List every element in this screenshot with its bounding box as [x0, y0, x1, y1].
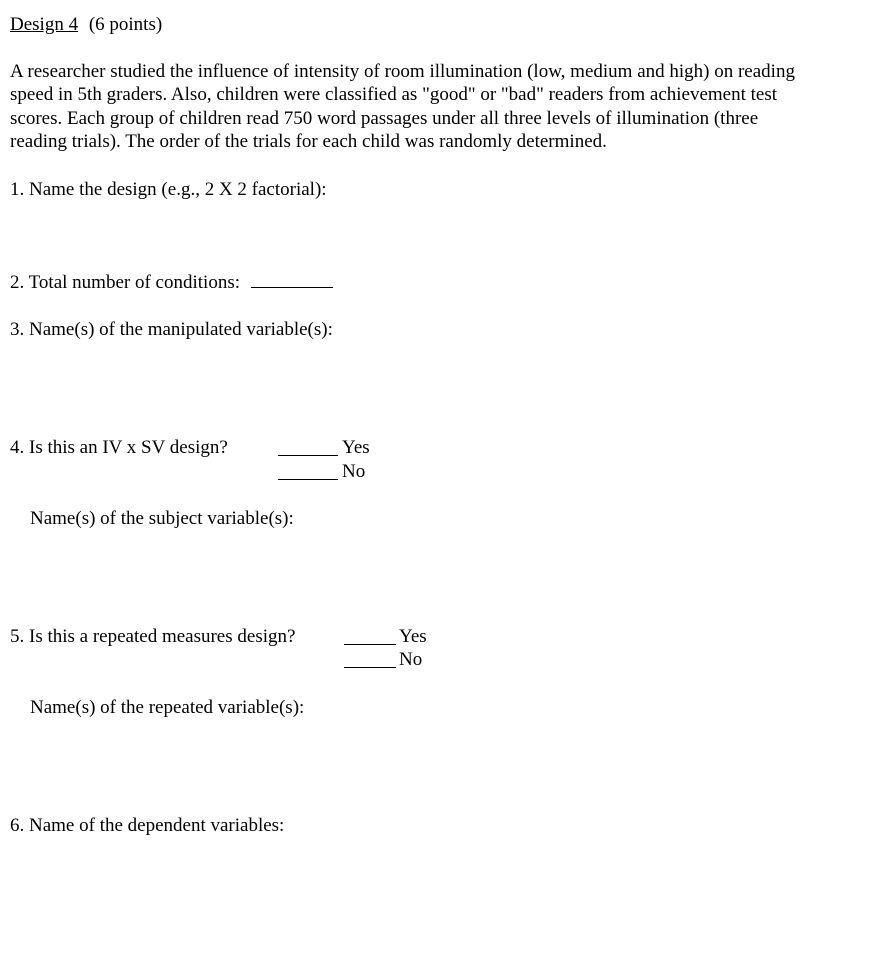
- scenario-line: reading trials). The order of the trials for each child was randomly determined.: [10, 130, 607, 152]
- question-6: 6. Name of the dependent variables:: [10, 815, 285, 836]
- q4-yes-blank[interactable]: [278, 455, 338, 456]
- q4-no-option: No: [342, 461, 366, 482]
- scenario-line: A researcher studied the influence of intensity of room illumination (low, medium and high) on reading: [10, 61, 795, 82]
- question-1: 1. Name the design (e.g., 2 X 2 factorial):: [10, 179, 327, 200]
- design-title: Design 4: [10, 14, 79, 35]
- q4-no-blank[interactable]: [278, 479, 338, 480]
- question-5-repeated-variable: Name(s) of the repeated variable(s):: [30, 697, 305, 718]
- question-2: [10, 271, 333, 294]
- question-3: 3. Name(s) of the manipulated variable(s):: [10, 319, 333, 340]
- q5-no-option: No: [399, 649, 423, 670]
- question-4-subject-variable: Name(s) of the subject variable(s):: [30, 508, 294, 529]
- page-title: [10, 13, 162, 36]
- q5-yes-blank[interactable]: [344, 644, 396, 645]
- points-label: (6 points): [88, 14, 163, 35]
- conditions-answer-blank[interactable]: [251, 287, 333, 288]
- q4-yes-option: Yes: [342, 437, 370, 458]
- scenario-line: scores. Each group of children read 750 word passages under all three levels of illumination (three: [10, 107, 759, 129]
- scenario-line: speed in 5th graders. Also, children were classified as "good" or "bad" readers from achievement test: [10, 84, 778, 106]
- question-2-label: 2. Total number of conditions:: [10, 272, 240, 293]
- question-5: 5. Is this a repeated measures design?: [10, 626, 296, 647]
- scenario-paragraph: [10, 60, 870, 153]
- q5-yes-option: Yes: [399, 626, 427, 647]
- question-4: 4. Is this an IV x SV design?: [10, 437, 228, 458]
- q5-no-blank[interactable]: [344, 667, 396, 668]
